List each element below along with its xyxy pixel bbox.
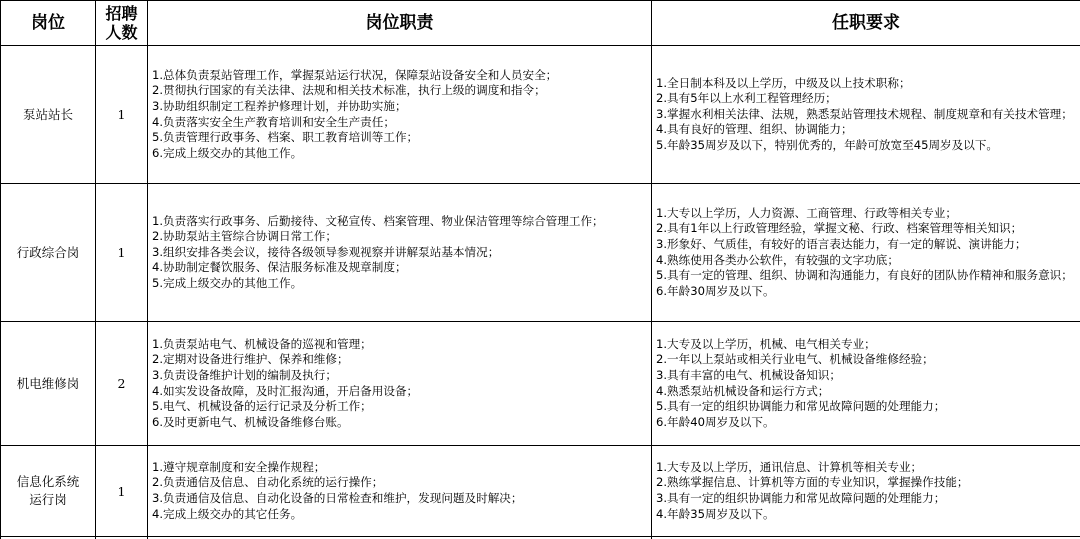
requirement-item: 6.年龄40周岁及以下。 — [656, 415, 1077, 431]
requirements-cell — [652, 446, 1080, 537]
duties-cell — [148, 322, 652, 446]
duty-item: 3.负责设备维护计划的编制及执行； — [152, 368, 648, 384]
requirement-item: 1.大专及以上学历，通讯信息、计算机等相关专业； — [656, 460, 1077, 476]
table-row — [1, 322, 1080, 446]
requirements-cell — [652, 184, 1080, 322]
requirement-item: 3.具有一定的组织协调能力和常见故障问题的处理能力； — [656, 491, 1077, 507]
requirement-item: 4.具有良好的管理、组织、协调能力； — [656, 122, 1077, 138]
duties-cell — [148, 46, 652, 184]
requirement-item: 4.熟练使用各类办公软件，有较强的文字功底； — [656, 253, 1077, 269]
count-cell: 1 — [96, 446, 148, 537]
position-cell — [1, 446, 96, 537]
requirement-item: 2.一年以上泵站或相关行业电气、机械设备维修经验； — [656, 352, 1077, 368]
position-cell: 泵站站长 — [1, 46, 96, 184]
duty-item: 4.如实发设备故障，及时汇报沟通，开启备用设备； — [152, 384, 648, 400]
duty-item: 5.负责管理行政事务、档案、职工教育培训等工作； — [152, 130, 648, 146]
duty-item: 4.负责落实安全生产教育培训和安全生产责任； — [152, 115, 648, 131]
table-row — [1, 46, 1080, 184]
duty-item: 1.总体负责泵站管理工作，掌握泵站运行状况，保障泵站设备安全和人员安全； — [152, 68, 648, 84]
header-requirements: 任职要求 — [652, 1, 1080, 46]
duty-item: 1.负责泵站电气、机械设备的巡视和管理； — [152, 337, 648, 353]
requirement-item: 1.大专以上学历，人力资源、工商管理、行政等相关专业； — [656, 206, 1077, 222]
requirement-item: 1.大专及以上学历，机械、电气相关专业； — [656, 337, 1077, 353]
duty-item: 2.协助泵站主管综合协调日常工作； — [152, 229, 648, 245]
duty-item: 2.负责通信及信息、自动化系统的运行操作； — [152, 475, 648, 491]
header-position: 岗位 — [1, 1, 96, 46]
position-cell: 行政综合岗 — [1, 184, 96, 322]
requirement-item: 6.年龄30周岁及以下。 — [656, 284, 1077, 300]
duty-item: 3.协助组织制定工程养护修理计划，并协助实施； — [152, 99, 648, 115]
duty-item: 5.完成上级交办的其他工作。 — [152, 276, 648, 292]
requirement-item: 5.具有一定的组织协调能力和常见故障问题的处理能力； — [656, 399, 1077, 415]
duty-item: 3.负责通信及信息、自动化设备的日常检查和维护，发现问题及时解决； — [152, 491, 648, 507]
duties-cell — [148, 184, 652, 322]
requirement-item: 4.熟悉泵站机械设备和运行方式； — [656, 384, 1077, 400]
duties-cell — [148, 446, 652, 537]
duty-item: 1.负责落实行政事务、后勤接待、文秘宣传、档案管理、物业保洁管理等综合管理工作； — [152, 214, 648, 230]
requirement-item: 3.形象好、气质佳，有较好的语言表达能力，有一定的解说、演讲能力； — [656, 237, 1077, 253]
duty-item: 2.贯彻执行国家的有关法律、法规和相关技术标准，执行上级的调度和指令； — [152, 83, 648, 99]
count-cell: 2 — [96, 322, 148, 446]
duty-item: 4.协助制定餐饮服务、保洁服务标准及规章制度； — [152, 260, 648, 276]
position-text: 信息化系统运行岗 — [12, 473, 84, 509]
position-cell: 机电维修岗 — [1, 322, 96, 446]
duty-item: 6.及时更新电气、机械设备维修台账。 — [152, 415, 648, 431]
requirement-item: 4.年龄35周岁及以下。 — [656, 507, 1077, 523]
duty-item: 5.电气、机械设备的运行记录及分析工作； — [152, 399, 648, 415]
requirement-item: 5.年龄35周岁及以下，特别优秀的，年龄可放宽至45周岁及以下。 — [656, 138, 1077, 154]
requirements-cell — [652, 322, 1080, 446]
duty-item: 6.完成上级交办的其他工作。 — [152, 146, 648, 162]
duty-item: 1.遵守规章制度和安全操作规程； — [152, 460, 648, 476]
requirement-item: 3.掌握水利相关法律、法规，熟悉泵站管理技术规程、制度规章和有关技术管理； — [656, 107, 1077, 123]
duty-item: 2.定期对设备进行维护、保养和维修； — [152, 352, 648, 368]
requirement-item: 3.具有丰富的电气、机械设备知识； — [656, 368, 1077, 384]
requirement-item: 2.具有5年以上水利工程管理经历； — [656, 91, 1077, 107]
requirement-item: 5.具有一定的管理、组织、协调和沟通能力，有良好的团队协作精神和服务意识； — [656, 268, 1077, 284]
count-cell: 1 — [96, 46, 148, 184]
duty-item: 3.组织安排各类会议，接待各级领导参观视察并讲解泵站基本情况； — [152, 245, 648, 261]
header-row — [1, 1, 1080, 46]
header-count-text: 招聘人数 — [105, 4, 139, 42]
duty-item: 4.完成上级交办的其它任务。 — [152, 507, 648, 523]
header-count — [96, 1, 148, 46]
header-duties: 岗位职责 — [148, 1, 652, 46]
requirement-item: 2.熟练掌握信息、计算机等方面的专业知识，掌握操作技能； — [656, 475, 1077, 491]
requirements-cell — [652, 46, 1080, 184]
table-row — [1, 184, 1080, 322]
count-cell: 1 — [96, 184, 148, 322]
table-row — [1, 446, 1080, 537]
requirement-item: 2.具有1年以上行政管理经验，掌握文秘、行政、档案管理等相关知识； — [656, 221, 1077, 237]
requirement-item: 1.全日制本科及以上学历，中级及以上技术职称； — [656, 76, 1077, 92]
